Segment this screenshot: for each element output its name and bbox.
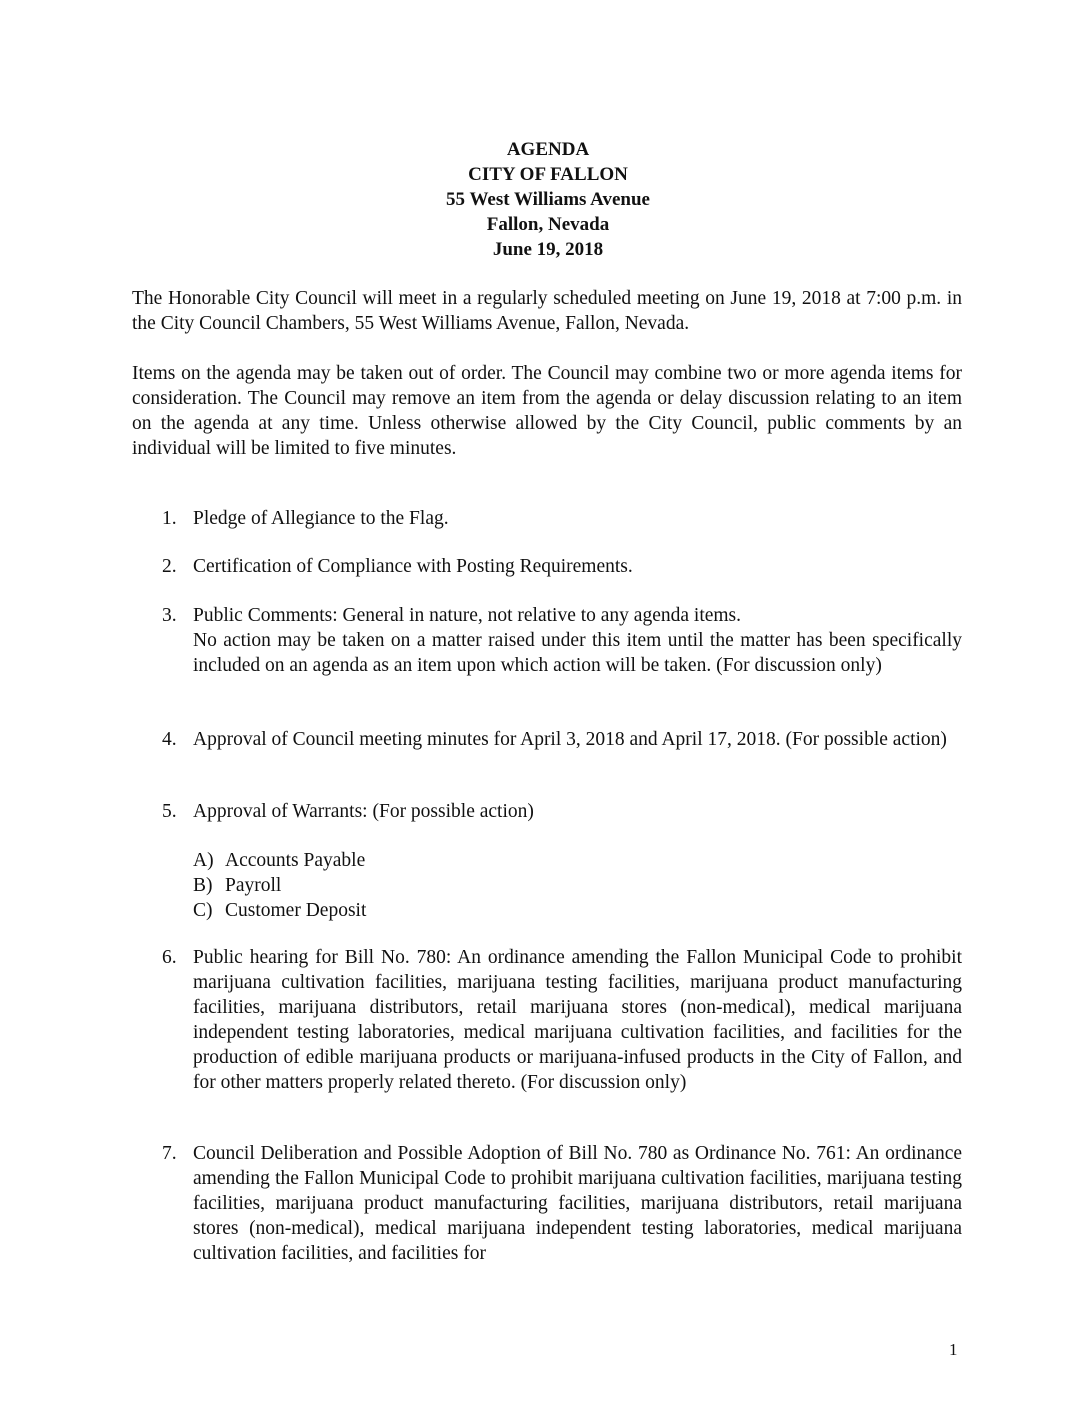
item-text: Approval of Council meeting minutes for April 3, 2018 and April 17, 2018. (For possible action) [193,729,947,750]
warrant-label: Payroll [225,875,282,896]
item-number: 3. [162,605,177,626]
warrant-letter: A) [193,850,214,871]
item-number: 5. [162,801,177,822]
warrants-list [193,848,366,923]
warrant-item-payroll [193,873,366,898]
item-number: 1. [162,508,177,529]
agenda-item-4 [162,727,962,752]
agenda-header [0,137,1082,262]
item-number: 7. [162,1143,177,1164]
item-text: Approval of Warrants: (For possible action) [193,801,534,822]
warrant-item-customer-deposit [193,898,366,923]
item-number: 4. [162,729,177,750]
intro-paragraph: The Honorable City Council will meet in a regularly scheduled meeting on June 19, 2018 at 7:00 p.m. in the City Council Chambers, 55 West Williams Avenue, Fallon, Nevada. [132,288,962,334]
agenda-item-2 [162,554,962,579]
address-street: 55 West Williams Avenue [446,189,650,210]
warrant-label: Accounts Payable [225,850,366,871]
agenda-item-6 [162,945,962,1095]
item-text-detail: No action may be taken on a matter raised under this item until the matter has been specifically included on an agenda as an item upon which action will be taken. (For discussion only) [193,630,962,676]
agenda-item-1 [162,506,962,531]
warrant-letter: B) [193,875,213,896]
agenda-title: AGENDA [506,139,590,160]
item-text: Certification of Compliance with Posting Requirements. [193,556,633,577]
agenda-item-7 [162,1141,962,1266]
item-text: Public hearing for Bill No. 780: An ordinance amending the Fallon Municipal Code to prohibit marijuana cultivation facilities, marijuana testing facilities, marijuana product manufacturing facilities, marijuana distributors, retail marijuana stores (non-medical), medical marijuana independent testing laboratories, medical marijuana cultivation facilities, and facilities for the production of edible marijuana products or marijuana-infused products in the City of Fallon, and for other matters properly related thereto. (For discussion only) [193,947,962,1093]
item-number: 6. [162,947,177,968]
warrant-label: Customer Deposit [225,900,367,921]
warrant-letter: C) [193,900,213,921]
agenda-item-5 [162,799,962,824]
item-text: Public Comments: General in nature, not relative to any agenda items. [193,605,742,626]
address-city: Fallon, Nevada [486,214,610,235]
meeting-date: June 19, 2018 [492,239,604,260]
item-number: 2. [162,556,177,577]
notice-paragraph: Items on the agenda may be taken out of order. The Council may combine two or more agenda items for consideration. The Council may remove an item from the agenda or delay discussion relating to an item on the agenda at any time. Unless otherwise allowed by the City Council, public comments by an individual will be limited to five minutes. [132,363,962,459]
agenda-item-3 [162,603,962,678]
item-text: Council Deliberation and Possible Adoption of Bill No. 780 as Ordinance No. 761: An ordinance amending the Fallon Municipal Code to prohibit marijuana cultivation facilities, marijuana testing facilities, marijuana product manufacturing facilities, marijuana distributors, retail marijuana stores (non-medical), medical marijuana independent testing laboratories, medical marijuana cultivation facilities, and facilities for [193,1143,962,1264]
page-number: 1 [949,1340,958,1359]
city-name: CITY OF FALLON [468,164,628,185]
warrant-item-accounts-payable [193,848,366,873]
item-text: Pledge of Allegiance to the Flag. [193,508,449,529]
